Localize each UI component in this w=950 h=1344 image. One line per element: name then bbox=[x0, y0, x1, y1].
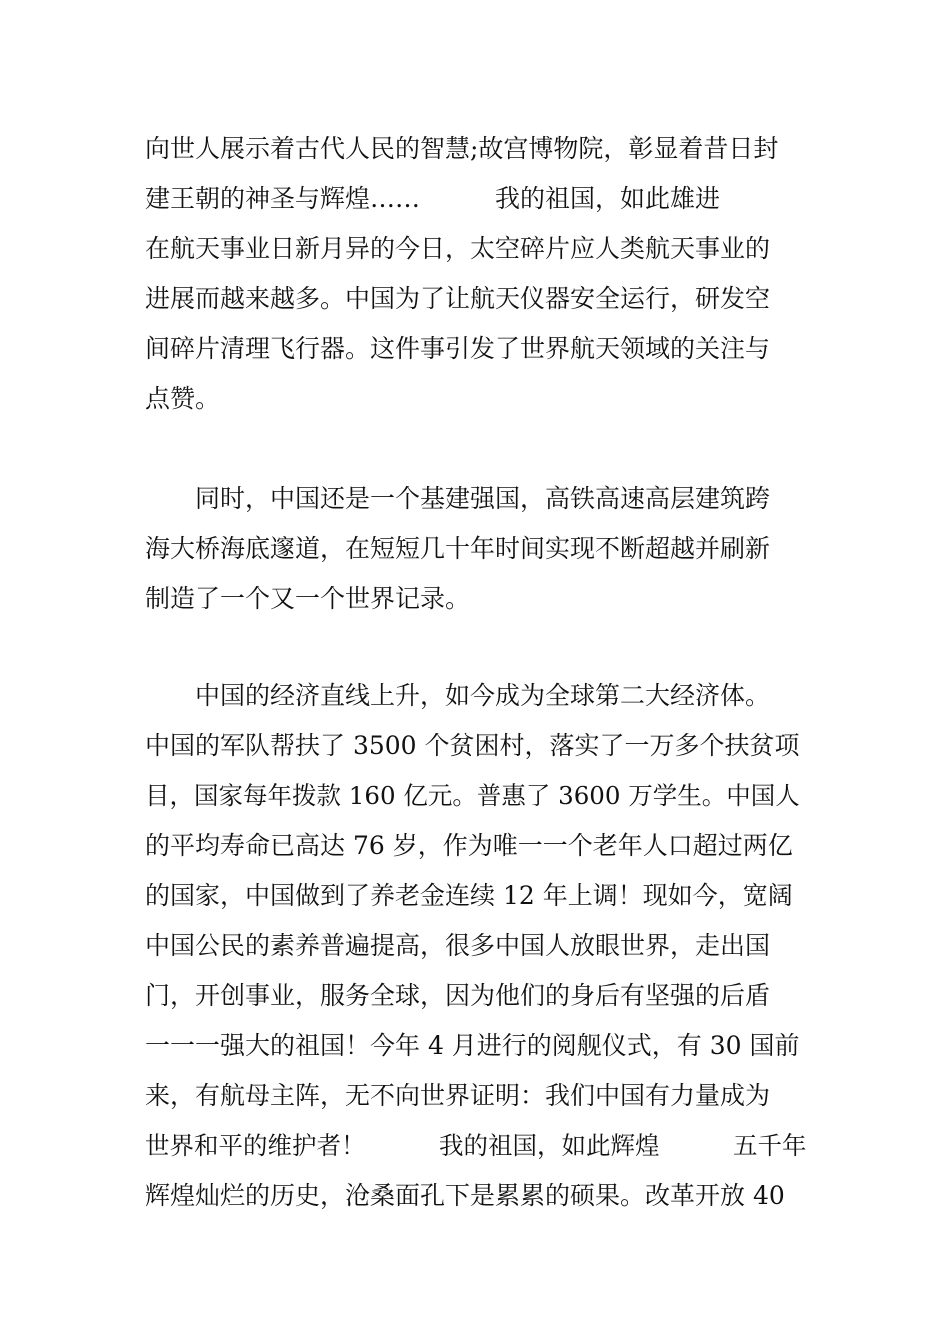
text-line: 目，国家每年拨款 160 亿元。普惠了 3600 万学生。中国人 bbox=[145, 781, 800, 810]
text-line: 中国公民的素养普遍提高，很多中国人放眼世界，走出国 bbox=[145, 931, 771, 960]
text-line: 中国的军队帮扶了 3500 个贫困村，落实了一万多个扶贫项 bbox=[145, 731, 800, 760]
text-line: 的平均寿命已高达 76 岁，作为唯一一个老年人口超过两亿 bbox=[145, 831, 793, 860]
text-line: 门，开创事业，服务全球，因为他们的身后有坚强的后盾 bbox=[145, 981, 771, 1010]
text-line: 来，有航母主阵，无不向世界证明：我们中国有力量成为 bbox=[145, 1081, 771, 1110]
text-line: 间碎片清理飞行器。这件事引发了世界航天领域的关注与 bbox=[145, 334, 771, 363]
text-line: 向世人展示着古代人民的智慧;故宫博物院，彰显着昔日封 bbox=[145, 134, 779, 163]
text-line: 在航天事业日新月异的今日，太空碎片应人类航天事业的 bbox=[145, 234, 771, 263]
text-line: 世界和平的维护者！ 我的祖国，如此辉煌 五千年 bbox=[145, 1131, 807, 1160]
text-line: 进展而越来越多。中国为了让航天仪器安全运行，研发空 bbox=[145, 284, 771, 313]
text-line: 一一一强大的祖国！今年 4 月进行的阅舰仪式，有 30 国前 bbox=[145, 1031, 800, 1060]
text-line: 制造了一个又一个世界记录。 bbox=[145, 584, 471, 613]
paragraph-3 bbox=[145, 671, 810, 1221]
text-line: 中国的经济直线上升，如今成为全球第二大经济体。 bbox=[145, 681, 771, 710]
text-line: 的国家，中国做到了养老金连续 12 年上调！现如今，宽阔 bbox=[145, 881, 793, 910]
paragraph-1 bbox=[145, 124, 810, 424]
text-line: 辉煌灿烂的历史，沧桑面孔下是累累的硕果。改革开放 40 bbox=[145, 1181, 785, 1210]
text-line: 点赞。 bbox=[145, 384, 221, 413]
text-line: 海大桥海底邃道，在短短几十年时间实现不断超越并刷新 bbox=[145, 534, 771, 563]
text-line: 同时，中国还是一个基建强国，高铁高速高层建筑跨 bbox=[145, 484, 771, 513]
paragraph-2 bbox=[145, 474, 810, 624]
text-line: 建王朝的神圣与辉煌…… 我的祖国，如此雄进 bbox=[145, 184, 721, 213]
